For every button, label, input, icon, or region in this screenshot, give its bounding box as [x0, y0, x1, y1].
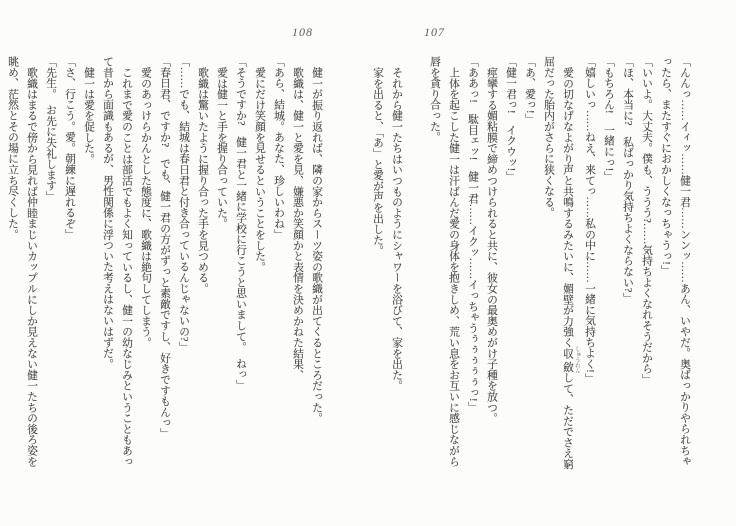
page-107-text: [368, 56, 694, 480]
ruby-annotated-word: 収斂 しゅうれん: [562, 346, 580, 374]
text-line: 健一が振り返れば、隣の家からスーツ姿の歌織が出てくるところだった。: [311, 66, 323, 424]
text-line: 「あ、愛っ!」: [524, 56, 536, 125]
text-line: 「ああっ! 駄目ェッ! 健一君……イクッ……イっちゃうぅぅぅぅぅっ!」: [467, 56, 479, 413]
text-line: これまで愛のことは部活でもよく知っているし、健一の幼なじみということもあっ: [121, 66, 133, 467]
text-line: 「あら、結城。あなた、珍しいわね」: [273, 56, 285, 240]
text-line: 「ほ、本当に? 私ばっかり気持ちよくならない?」: [622, 56, 634, 304]
text-line: ったら、またすぐにおかしくなっちゃうっ!」: [660, 56, 672, 276]
page-number-right: 107: [424, 25, 445, 39]
text-line: 「さ、行こう。愛。朝練に遅れるぞ」: [64, 56, 76, 240]
text-line: て昔から面識もあるが、男性関係に浮ついた考えはないはずだ。: [102, 56, 114, 370]
text-line: 健一は愛を促した。: [83, 66, 95, 164]
text-line: 愛の切なげなよがり声と共鳴するみたいに、媚壁が力強く収斂 しゅうれんして、ただでさえ窮: [562, 66, 580, 470]
text-line: 眺め、茫然とその場に立ち尽くした。: [7, 56, 19, 240]
text-line: 屈だった胎内がさらに狭くなる。: [543, 56, 555, 218]
text-line: 上体を起こした健一は汗ばんだ愛の身体を抱きしめ、荒い息をお互いに感じながら: [448, 66, 460, 467]
text-line: 「いいよ。大丈夫。僕も、ううう?……気持ちよくなれそうだから」: [641, 56, 653, 385]
text-line: 「春日君、ですか? でも、健一君の方がずっと素敵ですし、好きですもんっ」: [159, 56, 171, 439]
page-number-left: 108: [292, 25, 313, 39]
text-line: 唇を貪り合った。: [429, 56, 441, 143]
furigana: しゅうれん: [574, 346, 580, 374]
text-line: 家を出ると、「あ」と愛が声を出した。: [372, 66, 384, 256]
text-line: 「先生。 お先に失礼します」: [45, 56, 57, 202]
text-line: 歌織は驚いたように握り合った手を見つめる。: [197, 66, 209, 294]
blank-line: [406, 56, 425, 480]
text-line: 「……でも、結城は春日君と付き合っているんじゃないの?」: [178, 56, 190, 353]
text-line: それから健一たちはいつものようにシャワーを浴びて、家を出た。: [391, 66, 403, 391]
text-line: 痙攣する媚粘膜で締めつけられると共に、彼女の最奥めがけ子種を放つ。: [486, 66, 498, 424]
text-line: 「健一君っ! イクウッ!」: [505, 56, 517, 182]
text-line: 「んんっ……イィッ……健一君……ンンッ……あん、いやだ。奥ばっかりやられちゃ: [679, 56, 691, 467]
text-line: 愛にだけ笑顔を見せるということをした。: [254, 66, 266, 272]
page-107: [368, 0, 736, 526]
text-line: 歌織はまるで傍から見れば仲睦まじいカップルにしか見えない健一たちの後ろ姿を: [26, 66, 38, 467]
text-line: 「嬉しいっ……ねえ、来てっ……私の中に……一緒に気持ちよく!」: [584, 56, 596, 384]
page-108-text: [3, 56, 326, 480]
text-line: 愛は健一と手を握り合っていた。: [216, 66, 228, 229]
text-line: 「もちろん! 一緒にっ!」: [603, 56, 615, 182]
text-line: 愛のあっけらかんとした態度に、歌織は絶句してしまう。: [140, 66, 152, 348]
text-line: 「そうですか? 健一君と一緒に学校に行こうと思いまして。 ねっ」: [235, 56, 247, 391]
text-line: 歌織は、健一と愛を見、嫌悪か笑顔かと表情を決めかねた結果、: [292, 66, 304, 380]
